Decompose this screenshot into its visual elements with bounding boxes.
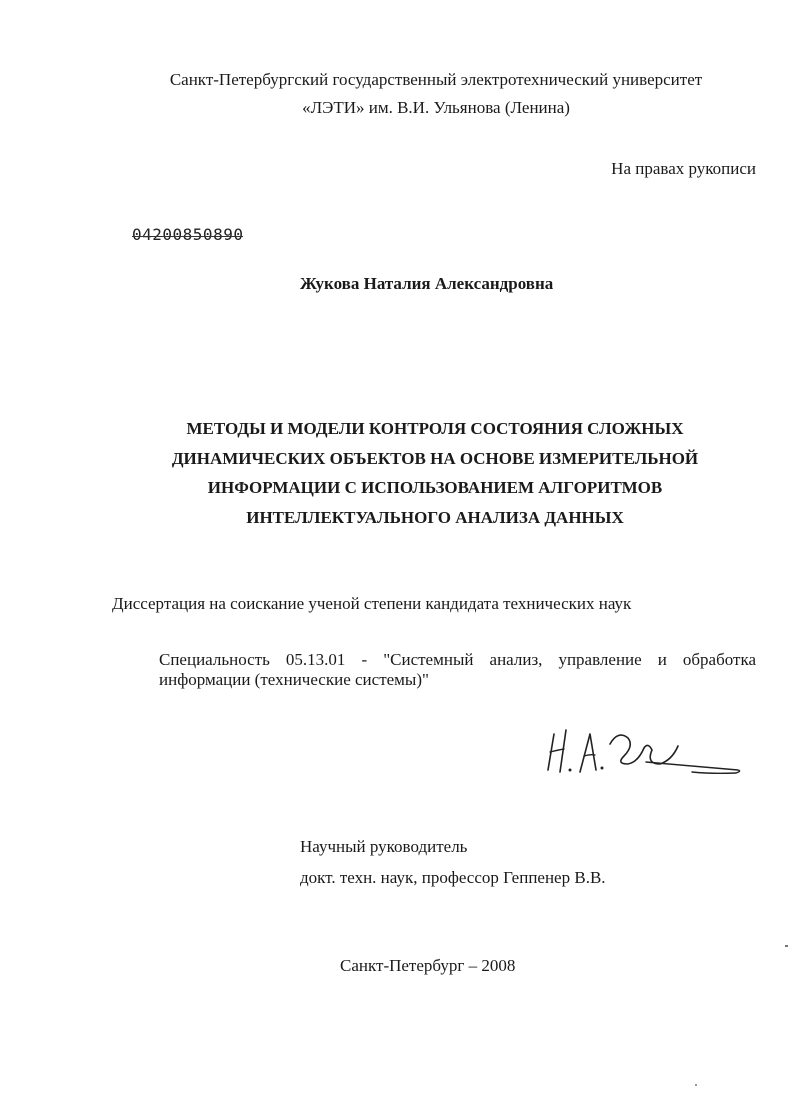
- title-line-1: МЕТОДЫ И МОДЕЛИ КОНТРОЛЯ СОСТОЯНИЯ СЛОЖНЫХ: [186, 419, 684, 438]
- title-line-3: ИНФОРМАЦИИ С ИСПОЛЬЗОВАНИЕМ АЛГОРИТМОВ: [207, 478, 663, 497]
- title-line-4: ИНТЕЛЛЕКТУАЛЬНОГО АНАЛИЗА ДАННЫХ: [246, 507, 624, 527]
- university-name-line-2: «ЛЭТИ» им. В.И. Ульянова (Ленина): [302, 98, 570, 117]
- university-header: [40, 66, 792, 122]
- supervisor-block: [300, 833, 606, 892]
- dissertation-note: Диссертация на соискание ученой степени кандидата технических наук: [112, 594, 632, 613]
- university-name-line-1: Санкт-Петербургский государственный электротехнический университет: [169, 70, 703, 89]
- author-name: Жукова Наталия Александровна: [300, 274, 554, 293]
- supervisor-label: Научный руководитель: [300, 837, 468, 856]
- city-year: Санкт-Петербург – 2008: [340, 956, 516, 975]
- handwritten-signature: [542, 720, 752, 782]
- title-line-2: ДИНАМИЧЕСКИХ ОБЪЕКТОВ НА ОСНОВЕ ИЗМЕРИТЕЛЬНОЙ: [171, 448, 699, 468]
- inventory-number: 04200850890: [132, 225, 244, 244]
- scan-speck: [695, 1084, 697, 1086]
- scan-speck: [785, 945, 788, 947]
- rights-note: На правах рукописи: [611, 159, 756, 178]
- supervisor-name: докт. техн. наук, профессор Геппенер В.В.: [300, 868, 606, 887]
- specialty-text: Специальность 05.13.01 - "Системный анализ, управление и обработка информации (технические системы)": [159, 650, 756, 689]
- dissertation-title: [125, 414, 745, 532]
